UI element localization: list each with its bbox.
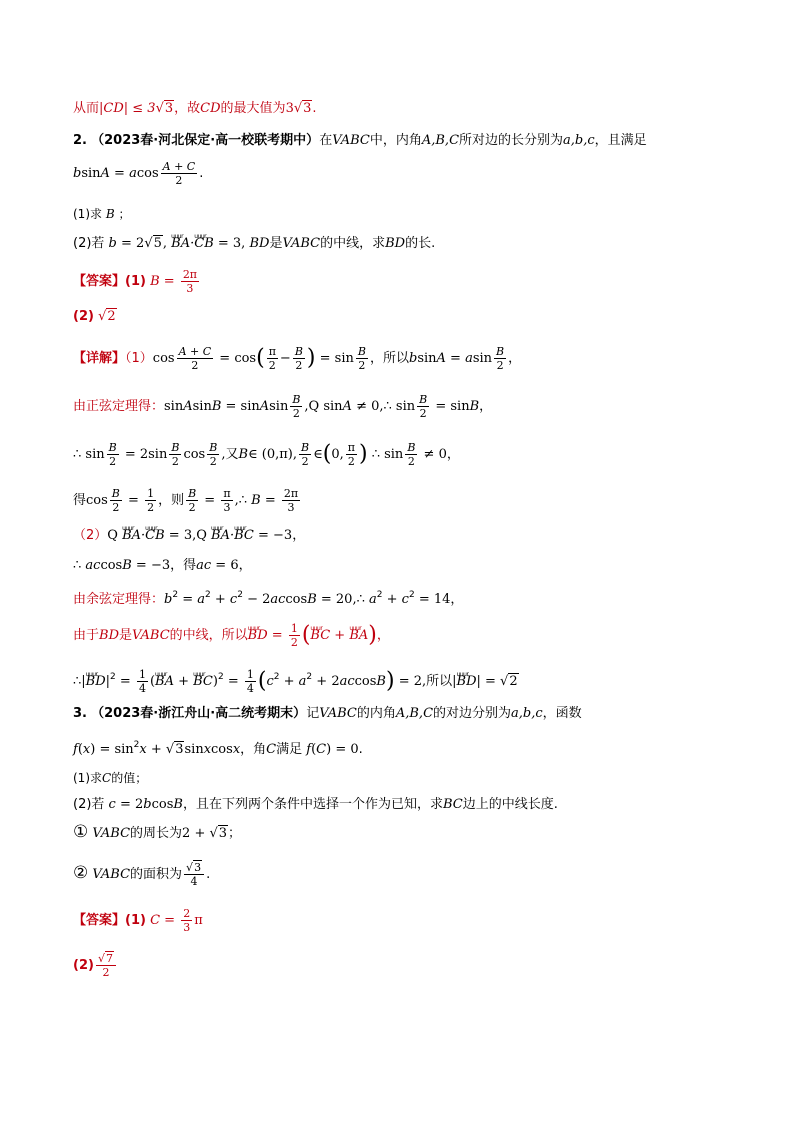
analysis-2-line-7: 由余弦定理得：$b^2 = a^2 + c^2 - 2accosB$ = 20,∴ $a^2 + c^2 = 14$， [73, 590, 464, 607]
analysis-2-line-3: ∴ sin $\frac{B}{2}$ = 2sin $\frac{B}{2}$ cos $\frac{B}{2}$ ,又B∈ (0,π), $\frac{B}{2}$ ∈(0, $\frac{\pi}{2}$ ) ∴ sin $\frac{B}{2}$ ≠ 0， [73, 441, 460, 468]
analysis-2-line-1: 【详解】（1）cos $\frac{A + C}{2}$ = cos( $\frac{\pi}{2}$ − $\frac{B}{2}$ ) = sin $\frac{B}{2}$ ，所以bsinA = asin $\frac{B}{2}$ ， [73, 345, 522, 372]
math: |CD| ≤ 3√3 [99, 101, 174, 116]
question-3-part-1: (1)求C的值； [73, 771, 148, 785]
question-3-condition-1: ① VABC的周长为2 + √3； [73, 822, 242, 842]
question-3-stem: 3. （2023春·浙江舟山·高二统考期末）记VABC的内角A,B,C的对边分别为a,b,c，函数 [73, 706, 582, 721]
fraction: $\frac{A + C}{2}$ [162, 160, 196, 187]
question-2-stem: 2. （2023春·河北保定·高一校联考期中）在VABC中，内角A,B,C所对边的长分别为a,b,c，且满足 [73, 133, 647, 148]
question-3-part-2: (2)若 c = 2bcosB，且在下列两个条件中选择一个作为已知，求BC边上的中线长度. [73, 797, 558, 812]
prev-conclusion-line: 从而|CD| ≤ 3√3，故CD的最大值为3√3. [73, 101, 317, 116]
question-3-condition-2: ② VABC的面积为 $\frac{√3}{4}$ . [73, 861, 211, 888]
answer-2-part-2: (2) √2 [73, 309, 116, 324]
question-3-function: $f(x) = \sin^2x$ + √3sinxcosx，角C满足 f(C) = 0. [73, 740, 363, 757]
question-2-condition: bsinA = acos $\frac{A + C}{2}$ . [73, 160, 204, 187]
answer-3-part-1: 【答案】(1) C = $\frac{2}{3}$ π [73, 907, 203, 934]
analysis-2-line-2: 由正弦定理得：sinAsinB = sinAsin $\frac{B}{2}$ ,Q sinA ≠ 0,∴ sin $\frac{B}{2}$ = sinB， [73, 393, 493, 420]
analysis-2-line-8: 由于BD是VABC的中线，所以uuur BD = $\frac{1}{2}$ (uuur BC + uuur BA)， [73, 622, 390, 649]
analysis-2-line-9: ∴|uuur $BD|^2$ = $\frac{1}{4}$ (uuur BA + uuur BC)$^2$ = $\frac{1}{4}$ $(c^2 + a^2 + 2accosB) = 2$,所以|uuur BD| = √2 [73, 668, 519, 695]
question-2-part-2: (2)若 b = 2√5, uuur BA·uuur CB = 3, BD是VABC的中线，求BD的长. [73, 236, 435, 252]
answer-2-part-1: 【答案】(1) B = $\frac{2\pi}{3}$ [73, 268, 198, 295]
answer-3-part-2: (2) $\frac{√7}{2}$ [73, 952, 118, 979]
analysis-2-line-4: 得cos $\frac{B}{2}$ = $\frac{1}{2}$ ，则 $\frac{B}{2}$ = $\frac{\pi}{3}$ ,∴ B = $\frac{2\pi}{3}$ [73, 487, 299, 514]
question-2-part-1: (1)求 B ； [73, 207, 131, 221]
analysis-2-line-5: （2）Q uuur BA·uuur CB = 3,Q uuur BA·uuur BC = −3， [73, 528, 305, 544]
analysis-2-line-6: ∴ accosB = −3，得ac = 6， [73, 558, 252, 573]
